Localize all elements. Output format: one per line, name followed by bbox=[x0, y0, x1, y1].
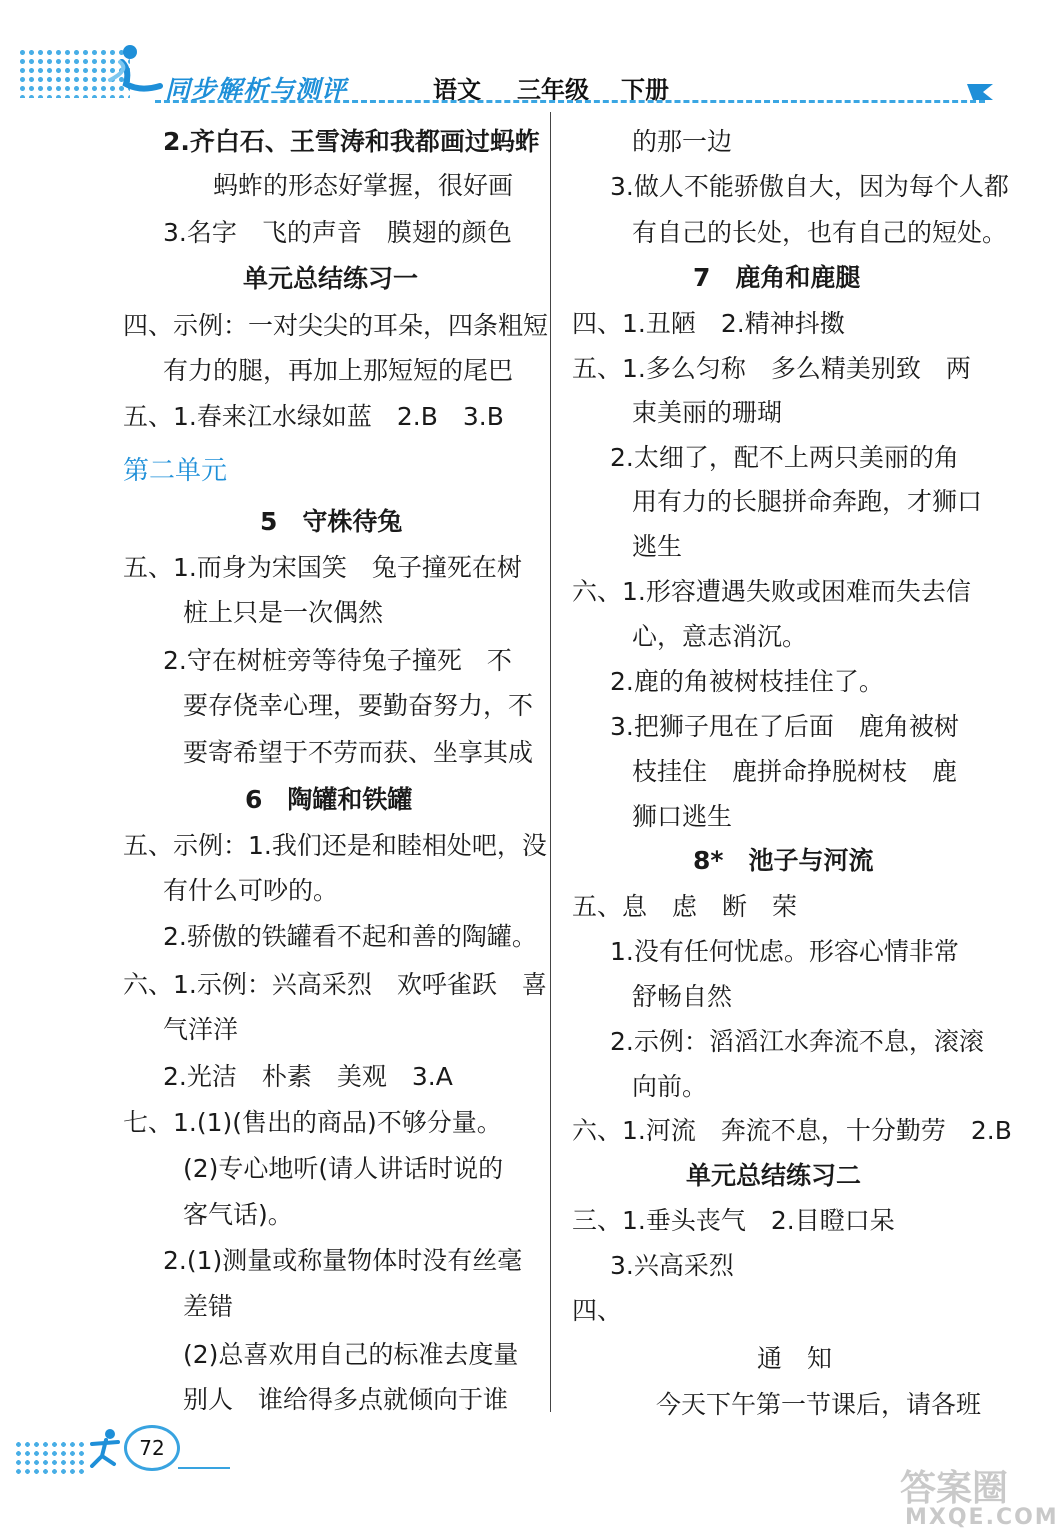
subject-label: 语文 bbox=[433, 76, 481, 104]
answer-line: 2.守在树桩旁等待兔子撞死 不 bbox=[163, 646, 512, 675]
answer-line: 3.做人不能骄傲自大，因为每个人都 bbox=[610, 172, 1009, 201]
answer-line: 五、1.而身为宋国笑 兔子撞死在树 bbox=[123, 553, 522, 582]
answer-line: 四、1.丑陋 2.精神抖擞 bbox=[572, 309, 845, 338]
answer-line: 向前。 bbox=[632, 1072, 708, 1101]
answer-line: 蚂蚱的形态好掌握，很好画 bbox=[213, 171, 514, 200]
answer-line: 狮口逃生 bbox=[632, 802, 733, 831]
answer-line: 五、示例：1.我们还是和睦相处吧，没 bbox=[123, 831, 547, 860]
answer-line: 七、1.(1)(售出的商品)不够分量。 bbox=[123, 1108, 502, 1137]
answer-line: 五、息 虑 断 荣 bbox=[572, 892, 798, 921]
footer-dot-pattern bbox=[14, 1440, 84, 1478]
answer-line: 束美丽的珊瑚 bbox=[632, 398, 783, 427]
answer-line: 有力的腿，再加上那短短的尾巴 bbox=[163, 356, 514, 385]
answer-line: (2)总喜欢用自己的标准去度量 bbox=[183, 1340, 519, 1369]
answer-line: 气洋洋 bbox=[163, 1015, 239, 1044]
answer-line: 心，意志消沉。 bbox=[632, 622, 808, 651]
answer-line: 3.兴高采烈 bbox=[610, 1251, 734, 1280]
lesson-title: 6 陶罐和铁罐 bbox=[245, 785, 413, 814]
answer-line: 差错 bbox=[183, 1292, 234, 1321]
answer-line: 2.鹿的角被树枝挂住了。 bbox=[610, 667, 884, 696]
answer-line: 3.名字 飞的声音 膜翅的颜色 bbox=[163, 218, 512, 247]
term-label: 下册 bbox=[621, 76, 669, 104]
answer-line: 的那一边 bbox=[632, 127, 733, 156]
lesson-title: 7 鹿角和鹿腿 bbox=[693, 263, 861, 292]
answer-line: 桩上只是一次偶然 bbox=[183, 598, 384, 627]
runner-logo-icon bbox=[100, 40, 170, 100]
answer-line: 1.没有任何忧虑。形容心情非常 bbox=[610, 937, 959, 966]
watermark-url: MXQE.COM bbox=[905, 1505, 1059, 1530]
answer-line: 五、1.多么匀称 多么精美别致 两 bbox=[572, 354, 971, 383]
answer-line: 3.把狮子甩在了后面 鹿角被树 bbox=[610, 712, 959, 741]
answer-line: 逃生 bbox=[632, 532, 683, 561]
lesson-title: 8* 池子与河流 bbox=[693, 846, 874, 875]
answer-line: 2.示例：滔滔江水奔流不息，滚滚 bbox=[610, 1027, 984, 1056]
watermark-logo: 答案圈 bbox=[900, 1468, 1009, 1509]
answer-line: 舒畅自然 bbox=[632, 982, 733, 1011]
column-divider bbox=[550, 112, 551, 1412]
answer-line: 别人 谁给得多点就倾向于谁 bbox=[183, 1385, 509, 1414]
answer-line: 用有力的长腿拼命奔跑，才狮口 bbox=[632, 487, 983, 516]
section-title: 单元总结练习二 bbox=[686, 1161, 862, 1190]
flag-icon bbox=[965, 80, 995, 106]
answer-line: 要存侥幸心理，要勤奋努力，不 bbox=[183, 691, 534, 720]
answer-line: 六、1.形容遭遇失败或困难而失去信 bbox=[572, 577, 971, 606]
header-dashed-rule bbox=[155, 100, 985, 103]
brand-title: 同步解析与测评 bbox=[165, 75, 348, 104]
unit-heading: 第二单元 bbox=[123, 456, 228, 486]
answer-line: 有自己的长处，也有自己的短处。 bbox=[632, 218, 1008, 247]
answer-line: 2.骄傲的铁罐看不起和善的陶罐。 bbox=[163, 922, 537, 951]
answer-line: 三、1.垂头丧气 2.目瞪口呆 bbox=[572, 1206, 895, 1235]
footer-rule bbox=[178, 1467, 230, 1469]
answer-line: 今天下午第一节课后，请各班 bbox=[656, 1390, 982, 1419]
answer-line: 有什么可吵的。 bbox=[163, 876, 339, 905]
answer-line: 2.(1)测量或称量物体时没有丝毫 bbox=[163, 1246, 523, 1275]
answer-line: 四、示例：一对尖尖的耳朵，四条粗短 bbox=[123, 311, 549, 340]
answer-line: 六、1.示例：兴高采烈 欢呼雀跃 喜 bbox=[123, 970, 547, 999]
grade-label: 三年级 bbox=[517, 76, 589, 104]
page-header bbox=[0, 0, 1062, 112]
answer-line: 六、1.河流 奔流不息，十分勤劳 2.B bbox=[572, 1116, 1012, 1145]
section-title: 单元总结练习一 bbox=[243, 264, 419, 293]
answer-line: (2)专心地听(请人讲话时说的 bbox=[183, 1154, 504, 1183]
answer-line: 五、1.春来江水绿如蓝 2.B 3.B bbox=[123, 402, 504, 431]
answer-line: 2.光洁 朴素 美观 3.A bbox=[163, 1062, 453, 1091]
answer-line: 2.齐白石、王雪涛和我都画过蚂蚱 bbox=[163, 127, 540, 156]
answer-line: 枝挂住 鹿拼命挣脱树枝 鹿 bbox=[632, 757, 958, 786]
lesson-title: 5 守株待兔 bbox=[260, 507, 403, 536]
answer-line: 2.太细了，配不上两只美丽的角 bbox=[610, 443, 959, 472]
notice-title: 通 知 bbox=[757, 1344, 833, 1373]
answer-line: 四、 bbox=[572, 1296, 623, 1325]
page-number: 72 bbox=[124, 1425, 180, 1471]
answer-line: 要寄希望于不劳而获、坐享其成 bbox=[183, 738, 534, 767]
star-runner-icon bbox=[88, 1428, 122, 1468]
answer-line: 客气话)。 bbox=[183, 1200, 293, 1229]
